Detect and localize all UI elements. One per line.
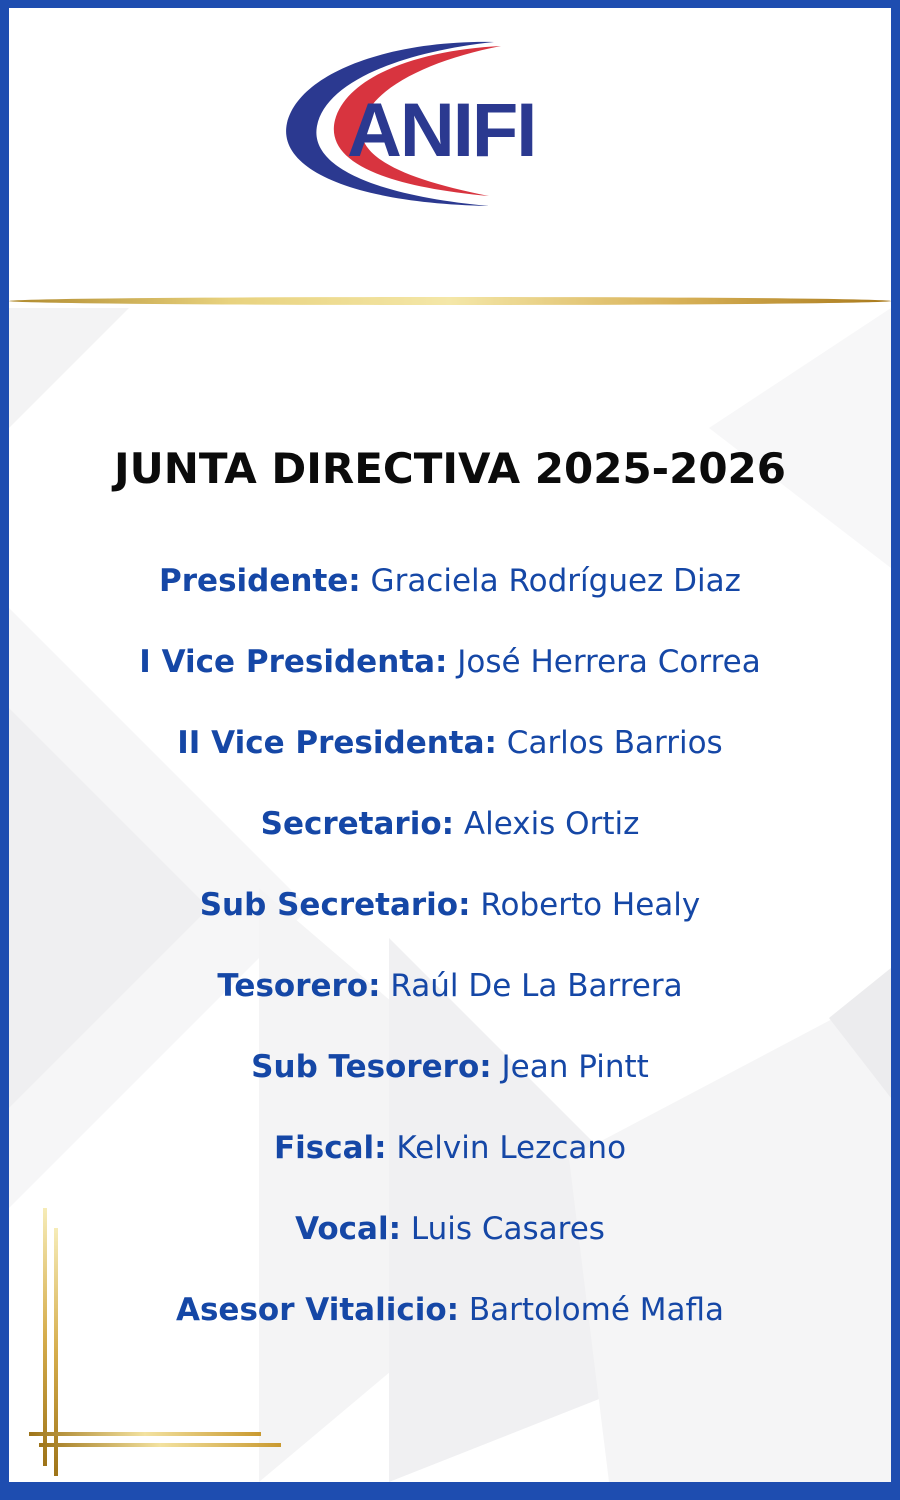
role-name: Jean Pintt bbox=[501, 1049, 649, 1085]
gold-corner-frame bbox=[9, 8, 891, 1482]
page-title: JUNTA DIRECTIVA 2025-2026 bbox=[113, 444, 787, 493]
role-label: Secretario: bbox=[260, 806, 455, 842]
role-name: Kelvin Lezcano bbox=[396, 1130, 627, 1166]
role-label: I Vice Presidenta: bbox=[139, 644, 448, 680]
role-name: Carlos Barrios bbox=[506, 725, 723, 761]
role-name: Luis Casares bbox=[410, 1211, 605, 1247]
role-label: Asesor Vitalicio: bbox=[175, 1292, 460, 1328]
role-name: José Herrera Correa bbox=[457, 644, 761, 680]
role-label: II Vice Presidenta: bbox=[177, 725, 497, 761]
role-name: Graciela Rodríguez Diaz bbox=[370, 563, 741, 599]
role-label: Presidente: bbox=[159, 563, 361, 599]
role-label: Vocal: bbox=[295, 1211, 401, 1247]
role-label: Tesorero: bbox=[217, 968, 381, 1004]
role-name: Roberto Healy bbox=[480, 887, 701, 923]
role-name: Raúl De La Barrera bbox=[390, 968, 683, 1004]
role-label: Fiscal: bbox=[273, 1130, 387, 1166]
role-name: Alexis Ortiz bbox=[463, 806, 640, 842]
svg-text:ANIFI: ANIFI bbox=[347, 88, 536, 173]
role-label: Sub Secretario: bbox=[199, 887, 471, 923]
role-name: Bartolomé Mafla bbox=[468, 1292, 725, 1328]
role-label: Sub Tesorero: bbox=[251, 1049, 492, 1085]
board-card bbox=[9, 8, 891, 1482]
